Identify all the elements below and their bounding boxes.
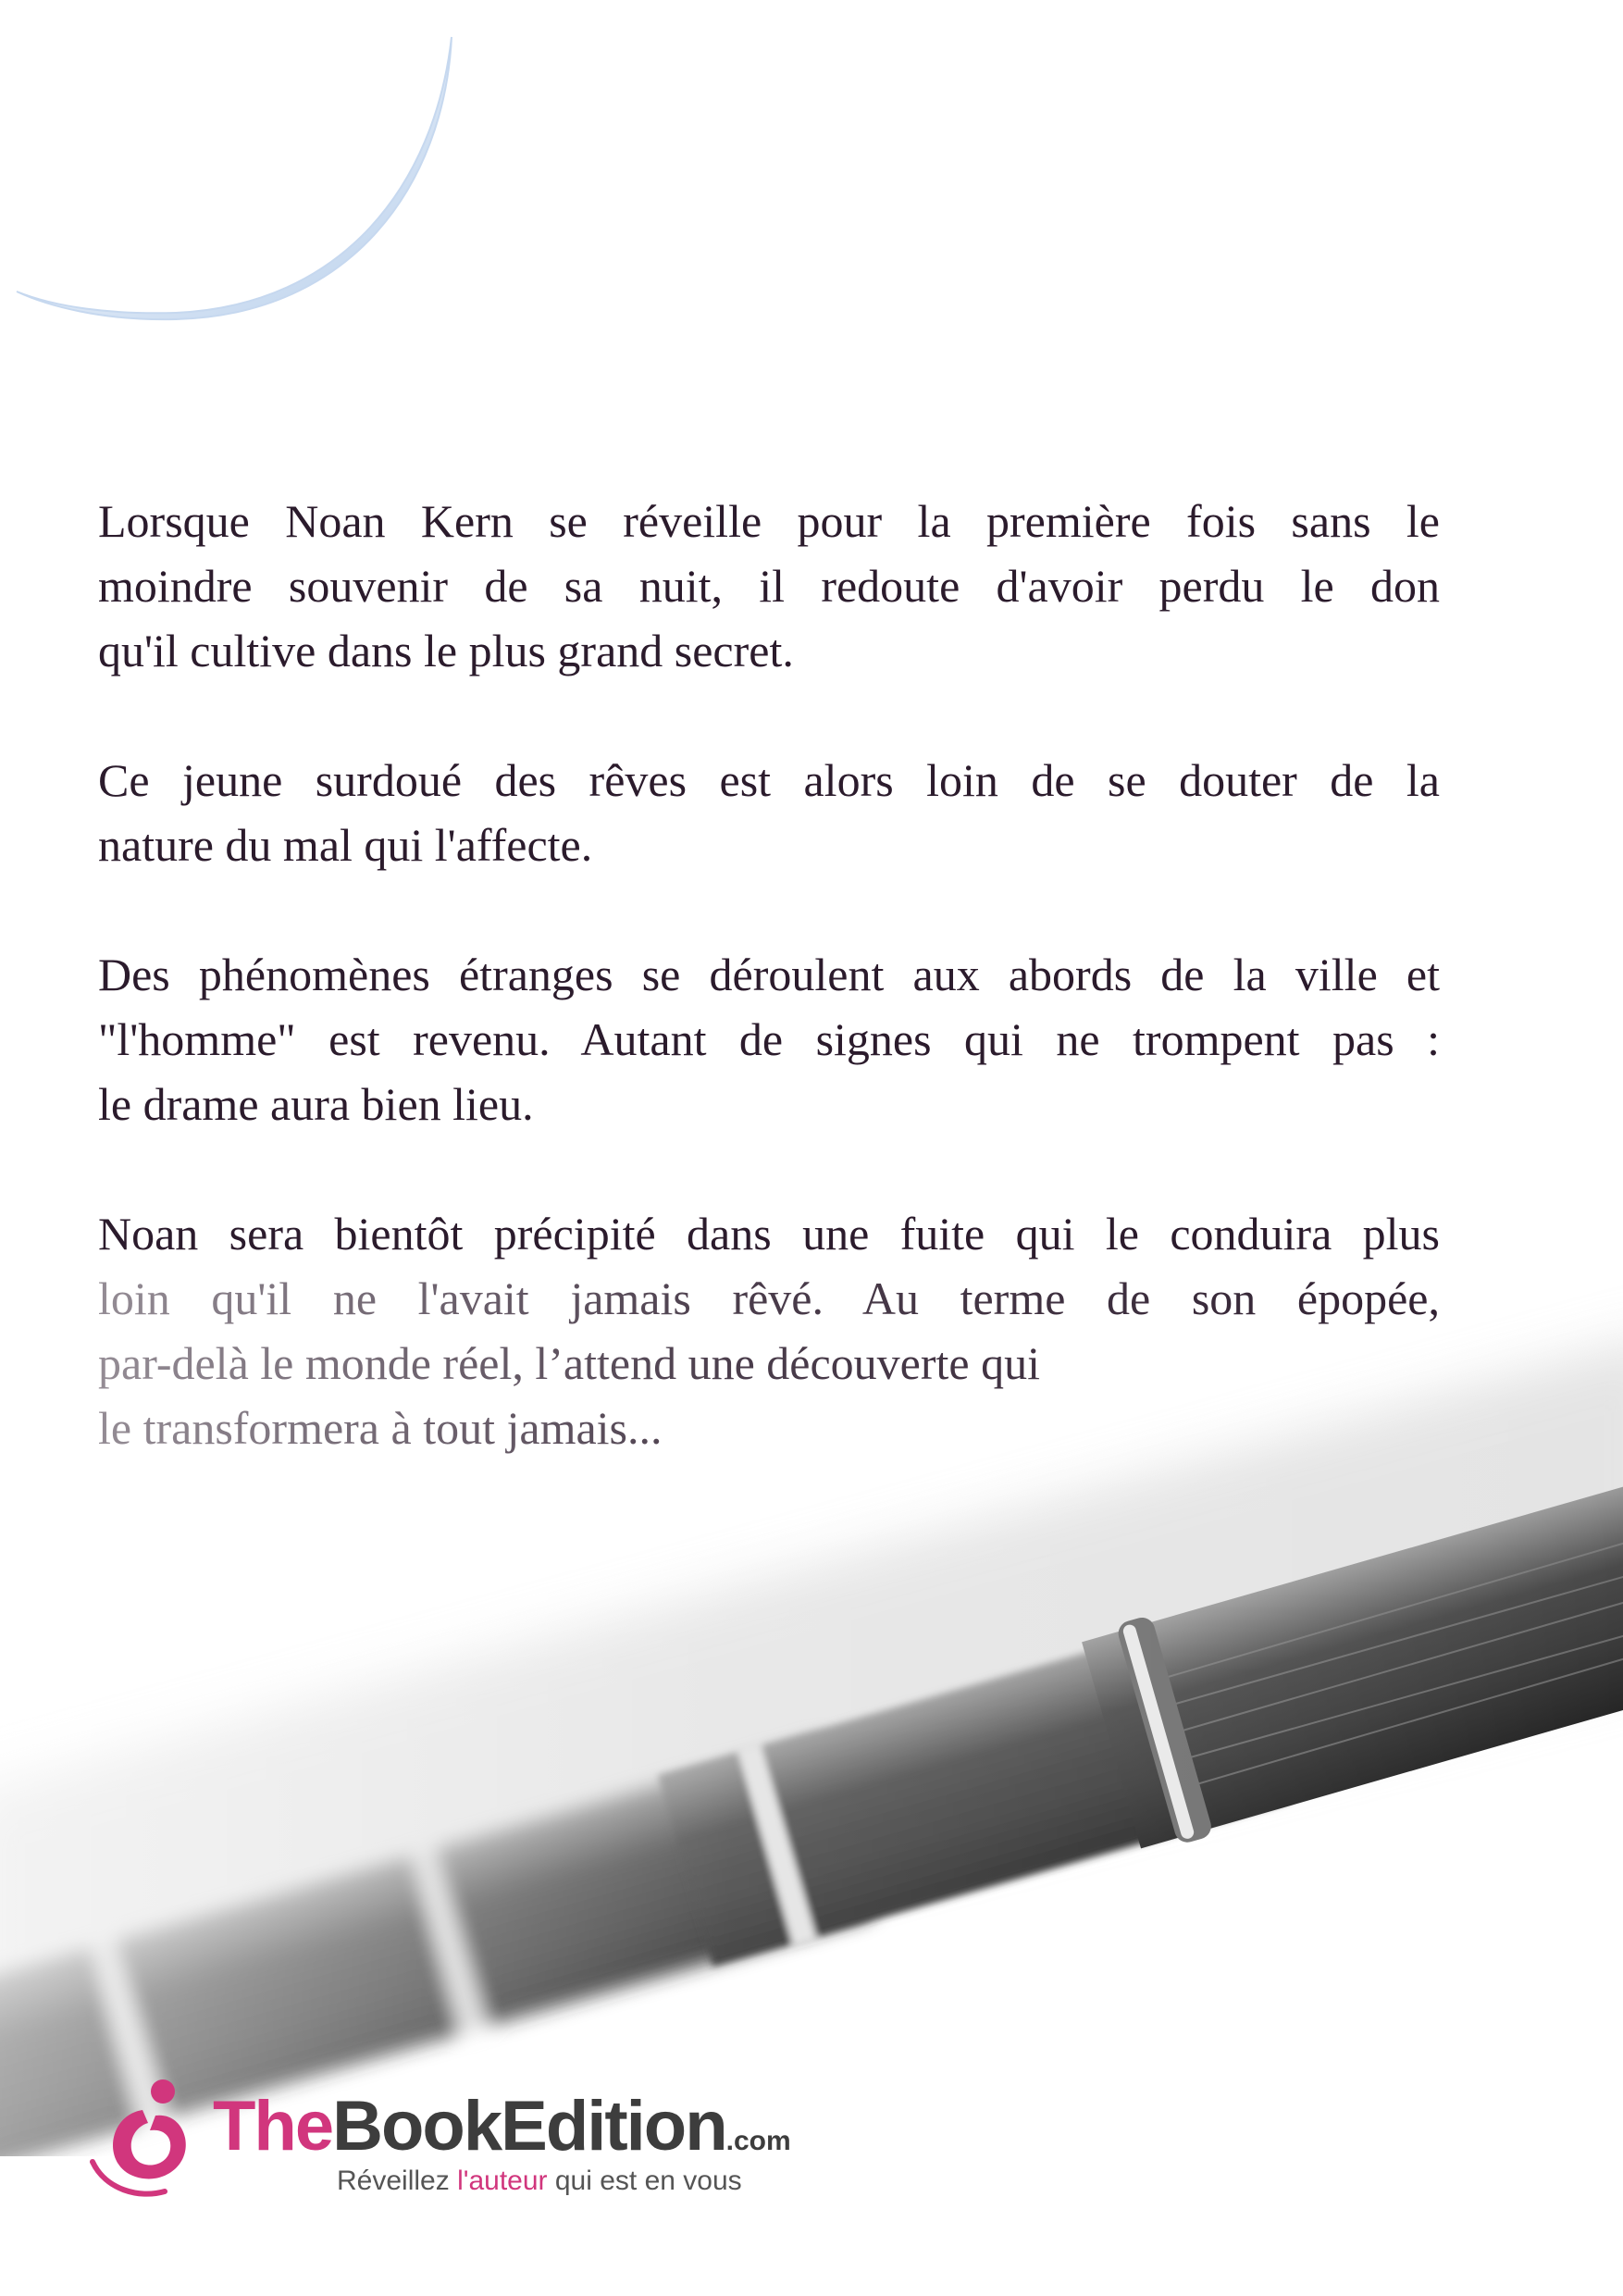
brand-edition: Edition [501, 2087, 726, 2166]
text-line: qu'il cultive dans le plus grand secret. [98, 625, 794, 676]
paragraph-3 [98, 942, 1440, 1136]
text-line: nature du mal qui l'affecte. [98, 819, 593, 871]
text-line: Ce jeune surdoué des rêves est alors loin de se douter de la [98, 754, 1440, 806]
brand-domain: .com [725, 2126, 791, 2156]
brand-the: The [213, 2087, 333, 2166]
bamboo-photo [0, 1277, 1623, 2156]
text-line: Noan sera bientôt précipité dans une fuite qui le conduira plus [98, 1208, 1440, 1260]
text-line: Lorsque Noan Kern se réveille pour la première fois sans le [98, 495, 1440, 547]
publisher-logo [89, 2073, 848, 2212]
tagline-accent: l'auteur [457, 2166, 548, 2196]
reader-figure-icon [89, 2073, 209, 2203]
text-line: moindre souvenir de sa nuit, il redoute d'avoir perdu le don [98, 560, 1440, 612]
tagline-start: Réveillez [337, 2166, 458, 2196]
crescent-moon-icon [0, 0, 481, 333]
brand-book: Book [332, 2087, 502, 2166]
paragraph-1 [98, 489, 1440, 683]
text-line: "l'homme" est revenu. Autant de signes qui ne trompent pas : [98, 1013, 1440, 1065]
tagline-end: qui est en vous [547, 2166, 742, 2196]
brand-tagline [337, 2166, 742, 2197]
paragraph-2 [98, 748, 1440, 877]
text-line: Des phénomènes étranges se déroulent aux abords de la ville et [98, 949, 1440, 1000]
text-line: le drame aura bien lieu. [98, 1078, 534, 1130]
